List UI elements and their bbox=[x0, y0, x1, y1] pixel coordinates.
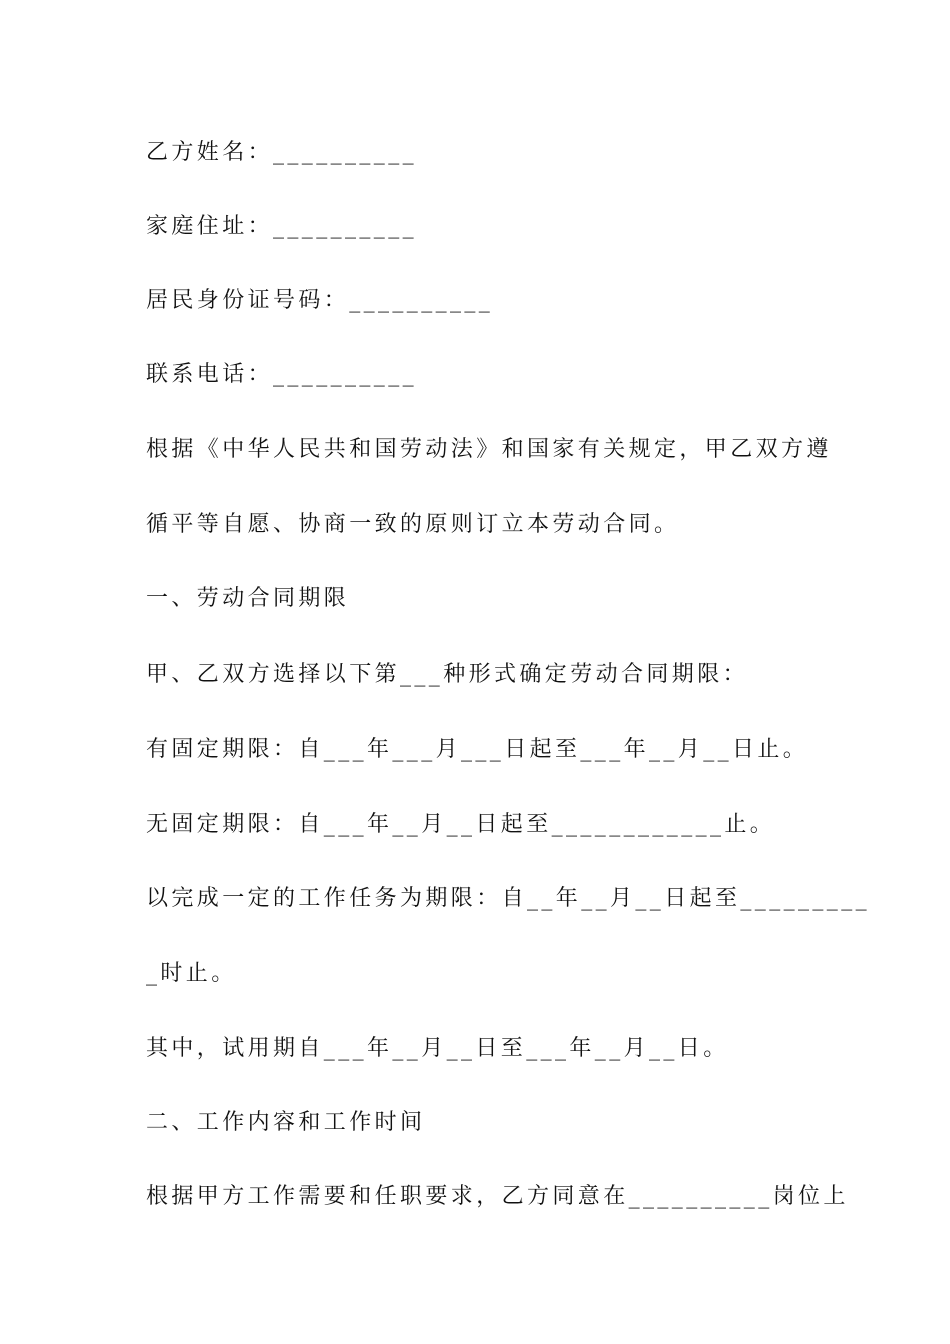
task-term-line-2: _时止。 bbox=[146, 961, 237, 986]
fixed-term-line: 有固定期限：自___年___月___日起至___年__月__日止。 bbox=[146, 737, 809, 762]
section-heading-term: 一、劳动合同期限 bbox=[146, 586, 350, 611]
preamble-line-2: 循平等自愿、协商一致的原则订立本劳动合同。 bbox=[146, 512, 680, 537]
phone-field: 联系电话：__________ bbox=[146, 362, 418, 387]
id-number-field: 居民身份证号码：__________ bbox=[146, 288, 494, 313]
work-content-line: 根据甲方工作需要和任职要求，乙方同意在__________岗位上 bbox=[146, 1184, 849, 1209]
open-term-line: 无固定期限：自___年__月__日起至____________止。 bbox=[146, 812, 776, 837]
section-heading-work: 二、工作内容和工作时间 bbox=[146, 1110, 426, 1135]
party-b-name-field: 乙方姓名：__________ bbox=[146, 140, 418, 165]
home-address-field: 家庭住址：__________ bbox=[146, 214, 418, 239]
term-type-paragraph: 甲、乙双方选择以下第___种形式确定劳动合同期限： bbox=[146, 662, 749, 687]
probation-line: 其中，试用期自___年__月__日至___年__月__日。 bbox=[146, 1036, 729, 1061]
task-term-line-1: 以完成一定的工作任务为期限：自__年__月__日起至_________ bbox=[146, 886, 871, 911]
preamble-line-1: 根据《中华人民共和国劳动法》和国家有关规定，甲乙双方遵 bbox=[146, 437, 832, 462]
